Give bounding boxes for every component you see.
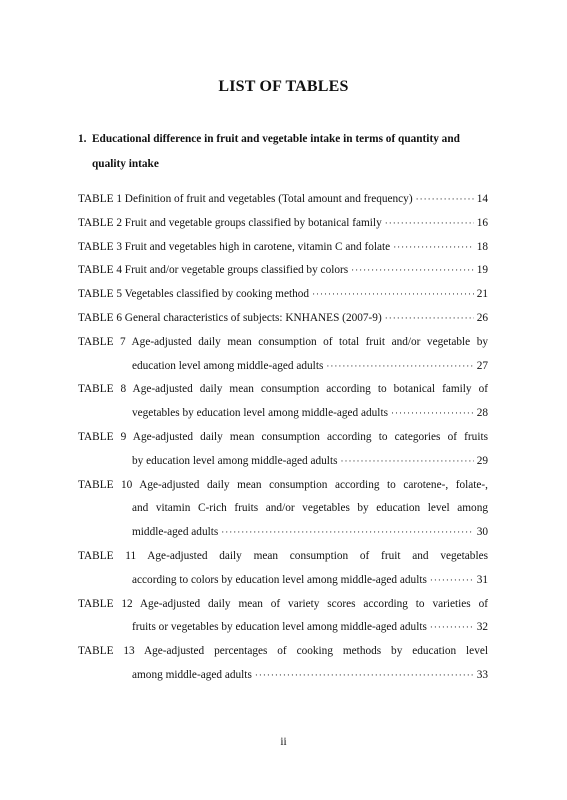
- toc-page-number: 29: [476, 454, 488, 467]
- toc-entry[interactable]: [78, 378, 488, 426]
- section-heading-line: Educational difference in fruit and vegetable intake in terms of quantity and: [92, 133, 460, 145]
- toc-entry[interactable]: [78, 283, 488, 307]
- toc-entry-text: TABLE 9 Age-adjusted daily mean consumption according to categories of fruits: [78, 430, 488, 443]
- toc-page-number: 21: [476, 288, 488, 301]
- dot-leader: [430, 616, 474, 640]
- toc-entry[interactable]: [78, 593, 488, 641]
- dot-leader: [385, 307, 474, 331]
- toc-entry-text: TABLE 1 Definition of fruit and vegetables (Total amount and frequency): [78, 193, 413, 205]
- toc-entry-line: [78, 307, 488, 331]
- toc-entry-line: [78, 378, 488, 402]
- toc-entry-text: TABLE 5 Vegetables classified by cooking method: [78, 288, 310, 301]
- dot-leader: [255, 664, 474, 688]
- toc-entry-text: TABLE 13 Age-adjusted percentages of cooking methods by education level: [78, 645, 488, 658]
- toc-entry-text: TABLE 4 Fruit and/or vegetable groups classified by colors: [78, 264, 349, 277]
- toc-entry-line: [78, 640, 488, 664]
- toc-entry-text: by education level among middle-aged adults: [132, 454, 338, 467]
- toc-entry-line: [78, 664, 488, 688]
- toc-entry-line: [78, 497, 488, 521]
- dot-leader: [221, 521, 473, 545]
- toc-entry[interactable]: [78, 545, 488, 593]
- toc-entry-line: [78, 450, 488, 474]
- toc-page-number: 27: [476, 359, 488, 372]
- section-heading-line: quality intake: [92, 158, 159, 170]
- toc-entry[interactable]: [78, 307, 488, 331]
- toc-entry-line: [78, 426, 488, 450]
- toc-entry[interactable]: [78, 640, 488, 688]
- toc-entry[interactable]: [78, 426, 488, 474]
- toc-entry-line: [78, 569, 488, 593]
- toc-page-number: 18: [476, 240, 488, 253]
- toc-entry-text: TABLE 11 Age-adjusted daily mean consumption of fruit and vegetables: [78, 549, 488, 562]
- toc-page-number: 31: [476, 573, 488, 586]
- dot-leader: [385, 212, 474, 236]
- toc-entry-text: among middle-aged adults: [132, 668, 252, 681]
- dot-leader: [416, 188, 474, 212]
- toc-entry-line: [78, 402, 488, 426]
- dot-leader: [351, 259, 474, 283]
- toc-entry-text: fruits or vegetables by education level among middle-aged adults: [132, 621, 427, 634]
- toc-entry-text: TABLE 8 Age-adjusted daily mean consumption according to botanical family of: [78, 383, 488, 396]
- toc-entry[interactable]: [78, 331, 488, 379]
- toc-entry-text: TABLE 6 General characteristics of subjects: KNHANES (2007-9): [78, 311, 382, 324]
- toc-entry-line: [78, 545, 488, 569]
- toc-entry-line: [78, 521, 488, 545]
- toc-entry-line: [78, 283, 488, 307]
- toc-page-number: 14: [476, 193, 488, 205]
- toc-page-number: 33: [476, 668, 488, 681]
- dot-leader: [312, 283, 474, 307]
- toc-page-number: 28: [476, 407, 488, 420]
- toc-entry[interactable]: [78, 236, 488, 260]
- section-number: 1.: [78, 133, 87, 145]
- toc-entry-text: education level among middle-aged adults: [132, 359, 324, 372]
- toc-entry-text: middle-aged adults: [132, 526, 219, 539]
- table-of-contents: [78, 188, 488, 688]
- dot-leader: [340, 450, 473, 474]
- dot-leader: [393, 236, 474, 260]
- toc-entry-line: [78, 593, 488, 617]
- dot-leader: [326, 355, 473, 379]
- toc-entry[interactable]: [78, 474, 488, 545]
- toc-entry-line: [78, 355, 488, 379]
- section-heading: [78, 127, 492, 177]
- toc-entry-text: TABLE 2 Fruit and vegetable groups classified by botanical family: [78, 216, 382, 229]
- toc-entry-line: [78, 474, 488, 498]
- toc-entry-text: vegetables by education level among middle-aged adults: [132, 407, 388, 420]
- toc-entry[interactable]: [78, 259, 488, 283]
- toc-entry-text: TABLE 3 Fruit and vegetables high in carotene, vitamin C and folate: [78, 240, 391, 253]
- toc-page-number: 19: [476, 264, 488, 277]
- toc-entry-text: according to colors by education level among middle-aged adults: [132, 573, 427, 586]
- toc-entry-line: [78, 331, 488, 355]
- dot-leader: [391, 402, 474, 426]
- page-title: LIST OF TABLES: [218, 78, 349, 95]
- toc-entry-line: [78, 188, 488, 212]
- toc-entry-text: TABLE 12 Age-adjusted daily mean of variety scores according to varieties of: [78, 597, 488, 610]
- toc-entry[interactable]: [78, 212, 488, 236]
- toc-entry-text: TABLE 7 Age-adjusted daily mean consumption of total fruit and/or vegetable by: [78, 335, 488, 348]
- toc-page-number: 26: [476, 311, 488, 324]
- toc-page-number: 16: [476, 216, 488, 229]
- toc-entry-line: [78, 259, 488, 283]
- toc-entry-line: [78, 236, 488, 260]
- toc-entry-line: [78, 616, 488, 640]
- toc-entry-text: TABLE 10 Age-adjusted daily mean consumption according to carotene-, folate-,: [78, 478, 488, 491]
- page-number-footer: ii: [280, 736, 287, 748]
- toc-entry-line: [78, 212, 488, 236]
- toc-entry[interactable]: [78, 188, 488, 212]
- dot-leader: [430, 569, 474, 593]
- toc-entry-text: and vitamin C-rich fruits and/or vegetables by education level among: [132, 502, 488, 515]
- toc-page-number: 32: [476, 621, 488, 634]
- toc-page-number: 30: [476, 526, 488, 539]
